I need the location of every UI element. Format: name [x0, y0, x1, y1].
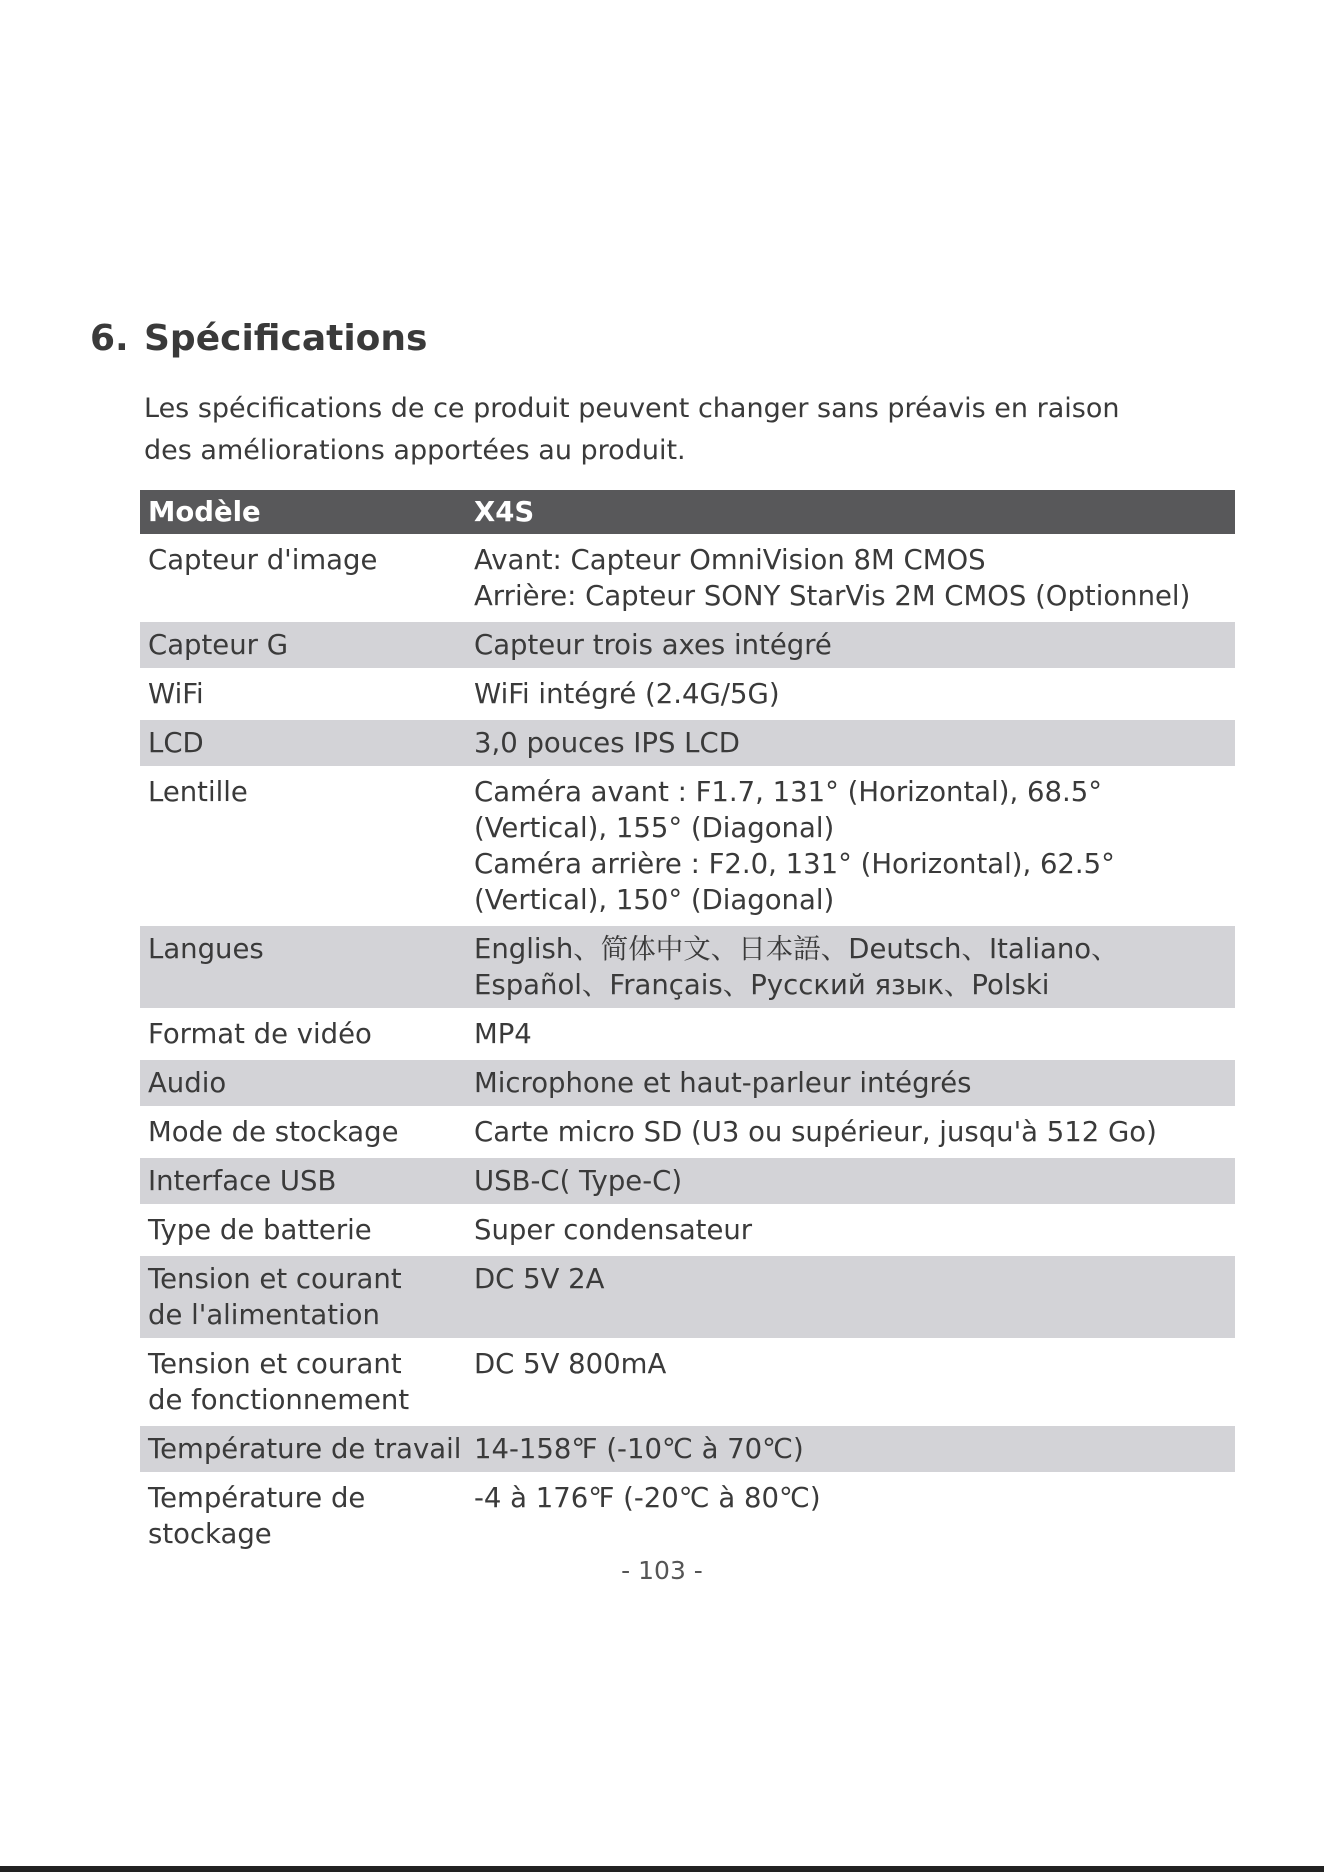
- spec-label-cell: [140, 925, 466, 1010]
- spec-label-cell: [140, 1108, 466, 1157]
- spec-label-line: WiFi: [148, 678, 204, 710]
- table-row: [140, 768, 1235, 925]
- spec-label-line: Format de vidéo: [148, 1018, 372, 1050]
- spec-value-line: DC 5V 800mA: [474, 1348, 667, 1380]
- spec-value-line: Microphone et haut-parleur intégrés: [474, 1067, 972, 1099]
- table-row: [140, 925, 1235, 1010]
- spec-value-cell: [466, 1108, 1235, 1157]
- intro-line-2: des améliorations apportées au produit.: [144, 435, 686, 466]
- spec-value-line: Capteur trois axes intégré: [474, 629, 832, 661]
- section-number: 6.: [90, 318, 129, 359]
- spec-value-line: Caméra arrière : F2.0, 131° (Horizontal), 62.5°: [474, 848, 1115, 880]
- spec-value-cell: [466, 1157, 1235, 1206]
- table-row: [140, 1059, 1235, 1108]
- spec-value-cell: [466, 719, 1235, 768]
- spec-value-cell: [466, 1010, 1235, 1059]
- table-row: [140, 670, 1235, 719]
- spec-label-line: Lentille: [148, 776, 248, 808]
- intro-line-1: Les spécifications de ce produit peuvent changer sans préavis en raison: [144, 393, 1120, 424]
- spec-label-line: Langues: [148, 933, 264, 965]
- section-heading: [90, 318, 427, 359]
- spec-value-cell: [466, 1206, 1235, 1255]
- table-row: [140, 1425, 1235, 1474]
- spec-label-cell: [140, 1340, 466, 1425]
- intro-paragraph: [144, 388, 1224, 472]
- spec-label-line: Température de travail: [148, 1433, 462, 1465]
- table-row: [140, 1255, 1235, 1340]
- spec-value-cell: [466, 768, 1235, 925]
- spec-label-line: Type de batterie: [148, 1214, 372, 1246]
- table-row: [140, 1340, 1235, 1425]
- table-row: [140, 621, 1235, 670]
- spec-label-line: Capteur G: [148, 629, 288, 661]
- spec-label-cell: [140, 1157, 466, 1206]
- spec-value-line: Super condensateur: [474, 1214, 753, 1246]
- bottom-rule: [0, 1866, 1324, 1872]
- spec-value-line: DC 5V 2A: [474, 1263, 605, 1295]
- spec-value-line: Avant: Capteur OmniVision 8M CMOS: [474, 544, 986, 576]
- spec-value-line: WiFi intégré (2.4G/5G): [474, 678, 780, 710]
- spec-label-line: LCD: [148, 727, 204, 759]
- table-body: [140, 536, 1235, 1558]
- spec-value-line: Arrière: Capteur SONY StarVis 2M CMOS (Optionnel): [474, 580, 1191, 612]
- spec-label-line: Tension et courant: [148, 1348, 402, 1380]
- spec-label-cell: [140, 1206, 466, 1255]
- spec-value-line: 14-158℉ (-10℃ à 70℃): [474, 1433, 804, 1465]
- spec-value-line: English、简体中文、日本語、Deutsch、Italiano、: [474, 933, 1119, 965]
- spec-value-line: MP4: [474, 1018, 532, 1050]
- spec-label-cell: [140, 621, 466, 670]
- spec-value-cell: [466, 1340, 1235, 1425]
- spec-label-cell: [140, 670, 466, 719]
- spec-value-cell: [466, 536, 1235, 621]
- header-label-cell: Modèle: [140, 490, 466, 536]
- spec-label-cell: [140, 1059, 466, 1108]
- spec-value-line: Español、Français、Русский язык、Polski: [474, 969, 1050, 1001]
- table-row: [140, 719, 1235, 768]
- spec-value-cell: [466, 925, 1235, 1010]
- spec-label-cell: [140, 1425, 466, 1474]
- spec-label-cell: [140, 1255, 466, 1340]
- spec-label-cell: [140, 1010, 466, 1059]
- spec-label-cell: [140, 1474, 466, 1558]
- spec-label-cell: [140, 719, 466, 768]
- header-value-cell: X4S: [466, 490, 1235, 536]
- table-row: [140, 1474, 1235, 1558]
- spec-label-line: stockage: [148, 1518, 272, 1550]
- spec-value-line: 3,0 pouces IPS LCD: [474, 727, 740, 759]
- table-header-row: [140, 490, 1235, 536]
- spec-label-cell: [140, 536, 466, 621]
- spec-label-line: de fonctionnement: [148, 1384, 410, 1416]
- spec-value-cell: [466, 1474, 1235, 1558]
- spec-label-line: Mode de stockage: [148, 1116, 399, 1148]
- spec-label-line: Audio: [148, 1067, 227, 1099]
- spec-value-line: USB-C( Type-C): [474, 1165, 683, 1197]
- spec-value-line: Carte micro SD (U3 ou supérieur, jusqu'à 512 Go): [474, 1116, 1157, 1148]
- spec-label-line: Capteur d'image: [148, 544, 378, 576]
- table-row: [140, 1108, 1235, 1157]
- spec-label-line: de l'alimentation: [148, 1299, 380, 1331]
- table-row: [140, 1157, 1235, 1206]
- spec-value-cell: [466, 621, 1235, 670]
- spec-value-cell: [466, 1059, 1235, 1108]
- spec-value-cell: [466, 670, 1235, 719]
- spec-value-line: (Vertical), 150° (Diagonal): [474, 884, 835, 916]
- specifications-table: [140, 490, 1235, 1557]
- spec-label-line: Température de: [148, 1482, 366, 1514]
- spec-label-line: Interface USB: [148, 1165, 337, 1197]
- spec-value-cell: [466, 1425, 1235, 1474]
- spec-label-cell: [140, 768, 466, 925]
- table-row: [140, 1206, 1235, 1255]
- spec-value-line: Caméra avant : F1.7, 131° (Horizontal), 68.5°: [474, 776, 1102, 808]
- table-row: [140, 1010, 1235, 1059]
- spec-label-line: Tension et courant: [148, 1263, 402, 1295]
- spec-value-line: -4 à 176℉ (-20℃ à 80℃): [474, 1482, 821, 1514]
- table-row: [140, 536, 1235, 621]
- spec-value-line: (Vertical), 155° (Diagonal): [474, 812, 835, 844]
- section-title: Spécifications: [144, 318, 428, 359]
- page-number: - 103 -: [621, 1556, 703, 1585]
- spec-value-cell: [466, 1255, 1235, 1340]
